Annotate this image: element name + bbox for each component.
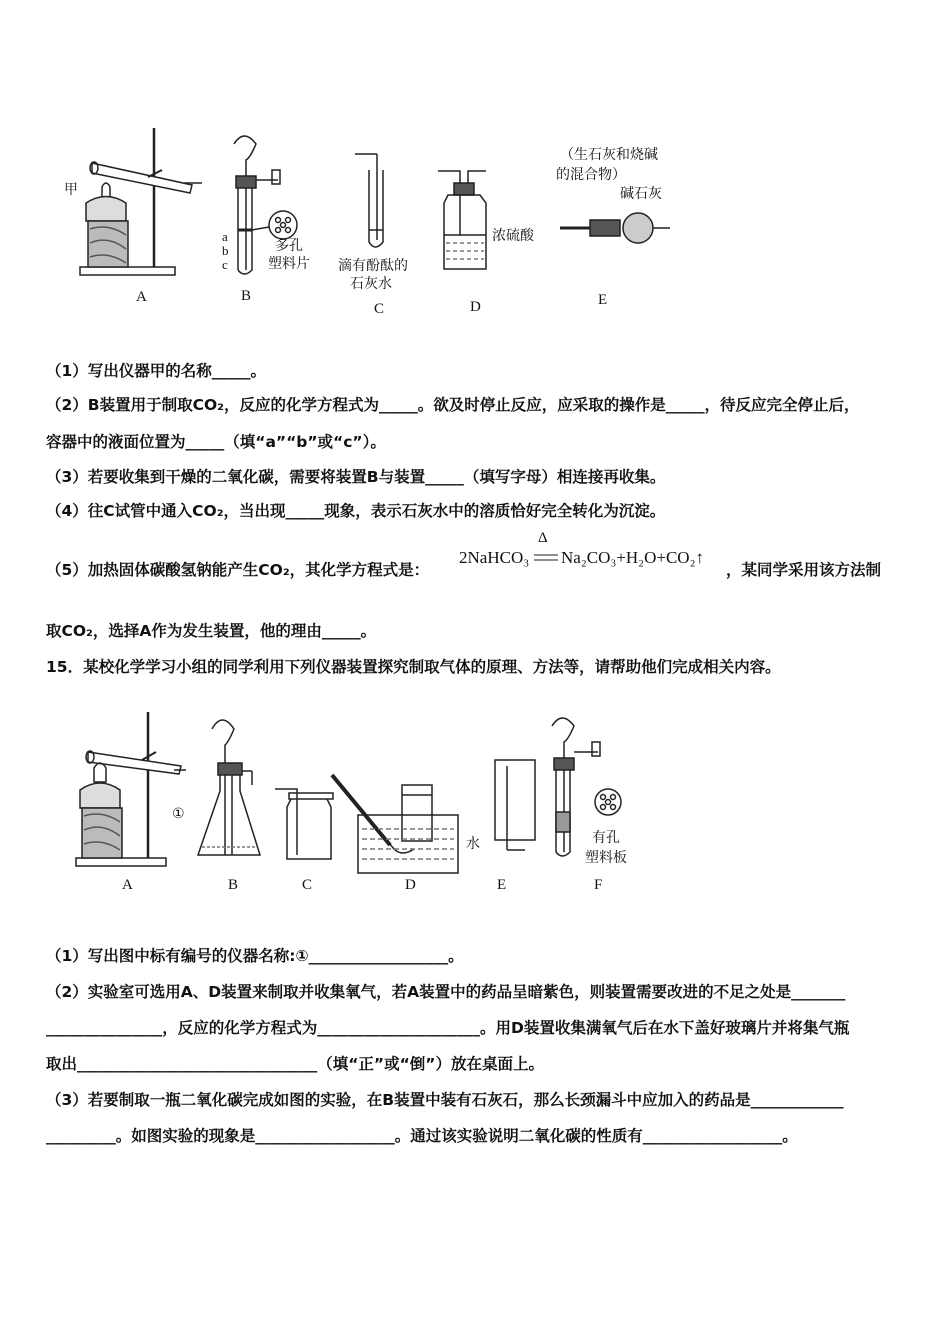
callout-jia: 甲 [64,182,78,198]
equation-rhs: Na₂CO₃+H₂O+CO₂↑ [561,548,704,567]
figure1-label-b: B [241,288,252,304]
figure2-label-f: F [594,877,603,893]
figure2-label-c: C [302,877,313,893]
callout-soda-lime-note-1: （生石灰和烧碱 [560,147,658,163]
q15-part-2b: _______________，反应的化学方程式为_____________________。用D装置收集满氧气后在水下盖好玻璃片并将集气瓶 [46,1019,850,1037]
q15-part-1: （1）写出图中标有编号的仪器名称:①__________________。 [46,947,464,965]
apparatus-b-erlenmeyer [198,715,268,865]
apparatus-a-heating-setup-2 [76,710,206,870]
callout-porous-2: 塑料片 [268,256,310,272]
apparatus-e-gas-jar-inverted [495,760,555,860]
callout-a: a [222,229,228,244]
apparatus-d-water-trough [330,775,460,875]
q15-part-2c: 取出_______________________________（填“正”或“倒”）放在桌面上。 [46,1055,544,1073]
q14-part-2b: 容器中的液面位置为_____（填“a”“b”或“c”）。 [46,433,386,451]
apparatus-a-heating-setup [62,125,192,285]
q15-part-3b: _________。如图实验的现象是__________________。通过该实验说明二氧化碳的性质有__________________。 [46,1127,798,1145]
figure2-label-b: B [228,877,239,893]
callout-water: 水 [466,836,480,852]
figure1-label-e: E [598,292,608,308]
apparatus-d-wash-bottle [438,165,508,275]
q14-part-2a: （2）B装置用于制取CO₂，反应的化学方程式为_____。欲及时停止反应，应采取的操作是_____，待反应完全停止后， [46,396,860,414]
q14-part-1: （1）写出仪器甲的名称_____。 [46,362,267,380]
callout-b: b [222,243,229,258]
callout-phenolphthalein-2: 石灰水 [350,276,392,292]
figure2-label-a: A [122,877,133,893]
q15-part-2a: （2）实验室可选用A、D装置来制取并收集氧气，若A装置中的药品呈暗紫色，则装置需要改进的不足之处是_______ [46,983,846,1001]
figure1-label-c: C [374,301,385,317]
callout-porous-1: 多孔 [275,238,303,254]
q15-stem: 15．某校化学学习小组的同学利用下列仪器装置探究制取气体的原理、方法等，请帮助他们完成相关内容。 [46,658,781,676]
equation-condition: Δ [538,530,548,546]
q14-part-5b: ，某同学采用该方法制 [726,561,882,579]
q15-part-3a: （3）若要制取一瓶二氧化碳完成如图的实验，在B装置中装有石灰石，那么长颈漏斗中应加入的药品是____________ [46,1091,844,1109]
figure1-label-d: D [470,299,481,315]
figure2-label-d: D [405,877,416,893]
figure1-label-a: A [136,289,147,305]
callout-soda-lime-note-2: 的混合物） [556,167,626,183]
callout-c: c [222,257,228,272]
callout-soda-lime: 碱石灰 [620,186,662,202]
q14-part-5c: 取CO₂，选择A作为发生装置，他的理由_____。 [46,622,377,640]
callout-sulfuric-acid: 浓硫酸 [492,228,534,244]
equation-equals [534,554,558,562]
figure2-label-e: E [497,877,507,893]
callout-phenolphthalein-1: 滴有酚酞的 [338,258,408,274]
callout-porous-plate-2: 塑料板 [585,850,627,866]
q14-part-4: （4）往C试管中通入CO₂，当出现_____现象，表示石灰水中的溶质恰好完全转化为沉淀。 [46,502,666,520]
apparatus-e-drying-tube [560,208,670,248]
callout-marker-1: ① [172,806,185,822]
equation-lhs: 2NaHCO₃ [459,548,530,567]
apparatus-c-test-tube [355,150,395,260]
q14-part-5a: （5）加热固体碳酸氢钠能产生CO₂，其化学方程式是： [46,561,430,579]
callout-porous-plate-1: 有孔 [592,830,620,846]
q14-part-3: （3）若要收集到干燥的二氧化碳，需要将装置B与装置_____（填写字母）相连接再收集。 [46,468,666,486]
